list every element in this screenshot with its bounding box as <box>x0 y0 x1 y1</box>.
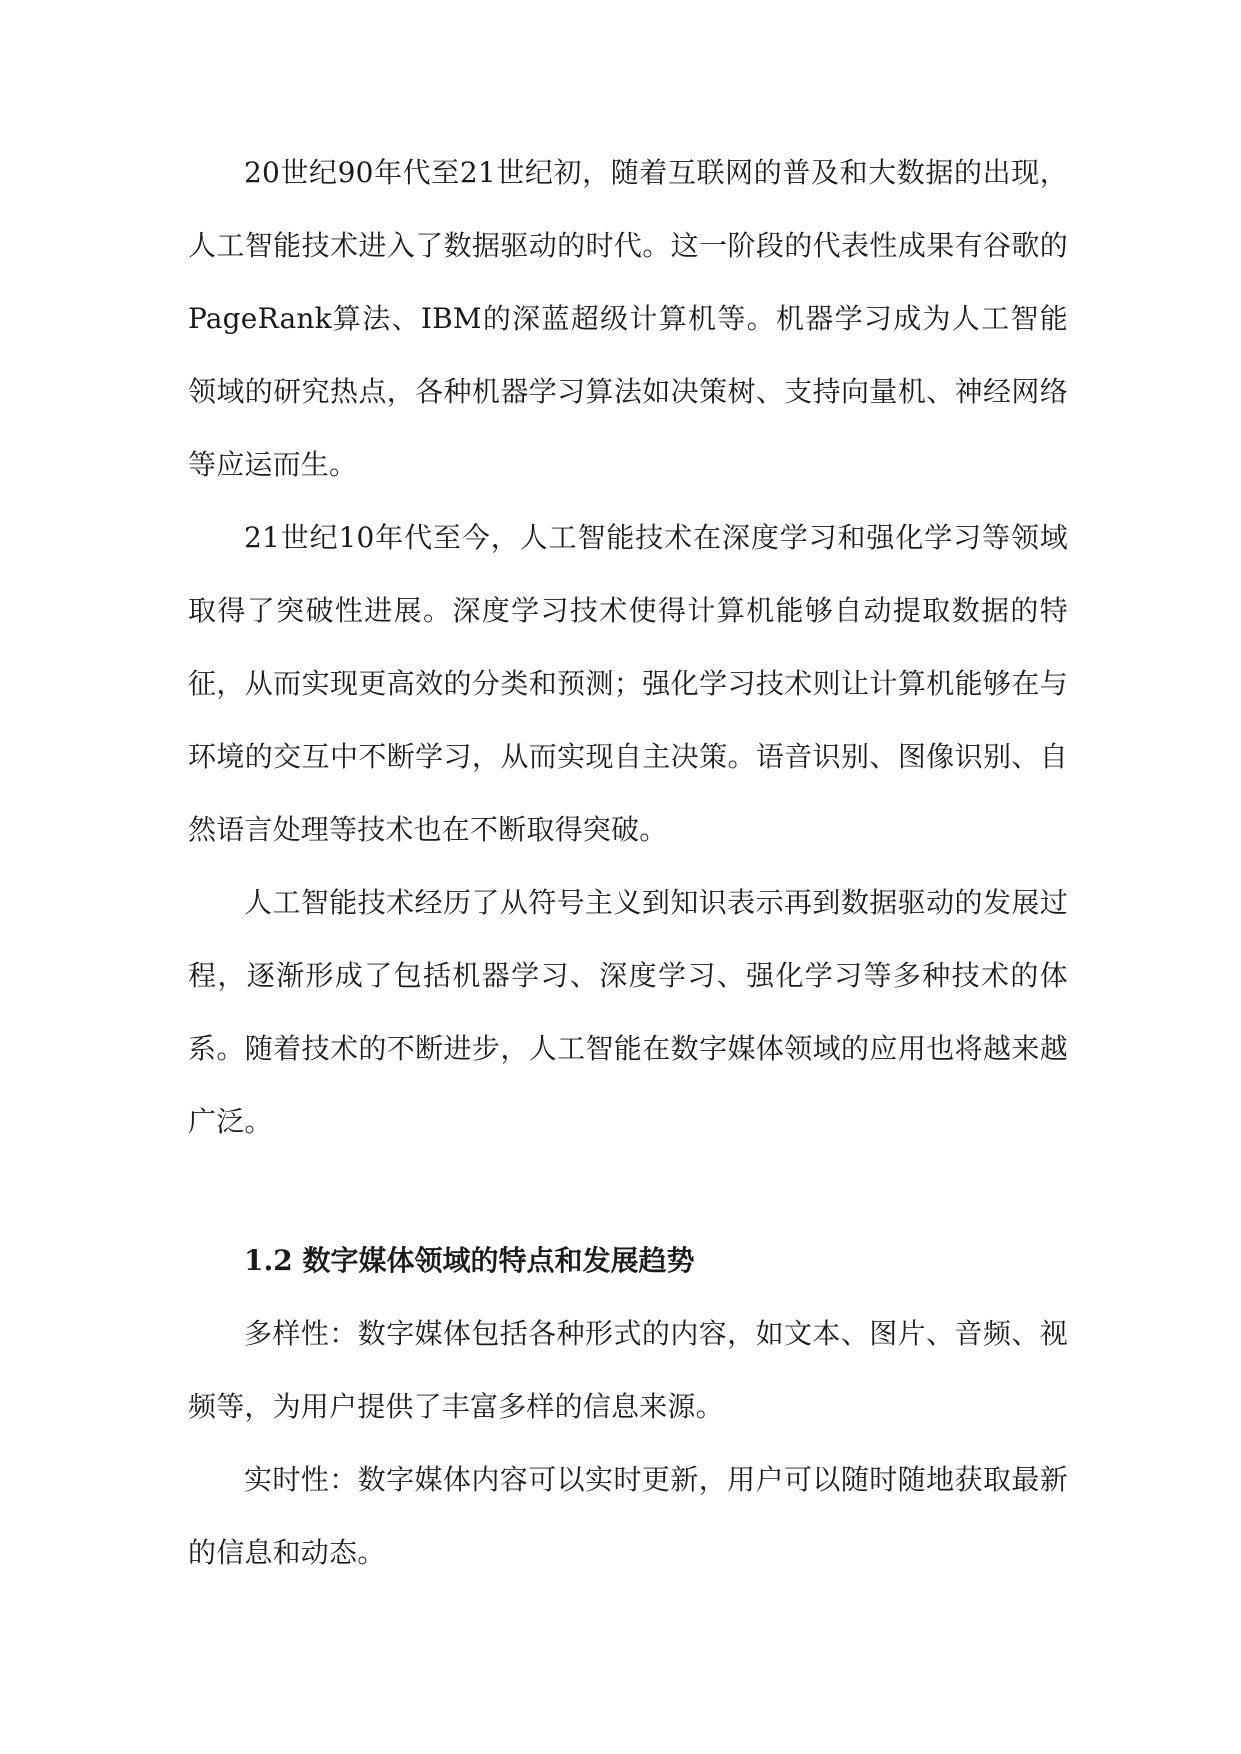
paragraph-data-driven-era: 20世纪90年代至21世纪初，随着互联网的普及和大数据的出现，人工智能技术进入了数据驱动的时代。这一阶段的代表性成果有谷歌的PageRank算法、IBM的深蓝超级计算机等。机器学习成为人工智能领域的研究热点，各种机器学习算法如决策树、支持向量机、神经网络等应运而生。 <box>188 156 1068 481</box>
paragraph-deep-learning-era: 21世纪10年代至今，人工智能技术在深度学习和强化学习等领域取得了突破性进展。深度学习技术使得计算机能够自动提取数据的特征，从而实现更高效的分类和预测；强化学习技术则让计算机能够在与环境的交互中不断学习，从而实现自主决策。语音识别、图像识别、自然语言处理等技术也在不断取得突破。 <box>188 521 1068 846</box>
section-digital-media <box>188 1224 1068 1589</box>
section-body <box>188 136 1068 1158</box>
section-heading: 1.2 数字媒体领域的特点和发展趋势 <box>244 1244 695 1277</box>
paragraph-diversity: 多样性：数字媒体包括各种形式的内容，如文本、图片、音频、视频等，为用户提供了丰富多样的信息来源。 <box>188 1317 1068 1423</box>
paragraph-summary: 人工智能技术经历了从符号主义到知识表示再到数据驱动的发展过程，逐渐形成了包括机器学习、深度学习、强化学习等多种技术的体系。随着技术的不断进步，人工智能在数字媒体领域的应用也将越来越广泛。 <box>188 886 1068 1138</box>
paragraph-realtime: 实时性：数字媒体内容可以实时更新，用户可以随时随地获取最新的信息和动态。 <box>188 1463 1068 1569</box>
